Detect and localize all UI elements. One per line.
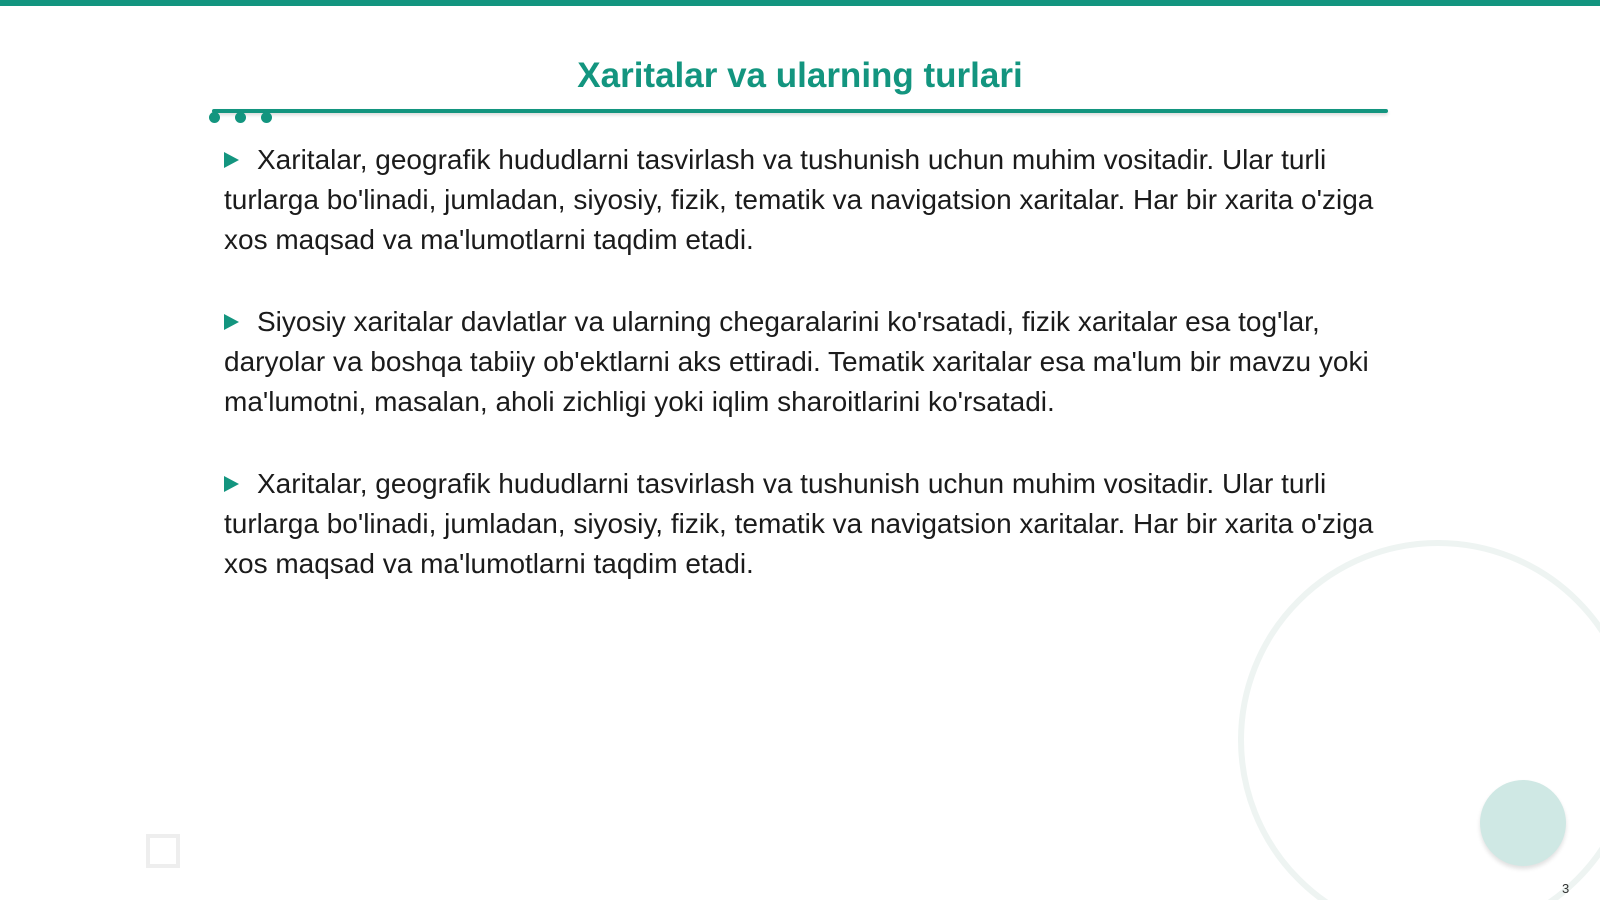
bullet-list — [224, 140, 1379, 626]
bullet-paragraph — [224, 140, 1379, 260]
bullet-paragraph — [224, 464, 1379, 584]
decor-square — [146, 834, 180, 868]
decor-dot — [235, 112, 246, 123]
triangle-bullet-icon — [224, 152, 239, 168]
triangle-bullet-icon — [224, 314, 239, 330]
page-number: 3 — [1562, 881, 1570, 896]
bullet-paragraph — [224, 302, 1379, 422]
decor-circle — [1480, 780, 1566, 866]
slide-title: Xaritalar va ularning turlari — [577, 56, 1023, 95]
decor-dot — [209, 112, 220, 123]
bullet-text: Siyosiy xaritalar davlatlar va ularning chegaralarini ko'rsatadi, fizik xaritalar esa tog'lar, daryolar va boshqa tabiiy ob'ektlarni aks ettiradi. Tematik xaritalar esa ma'lum bir mavzu yoki ma'lumotni, masalan, aholi zichligi yoki iqlim sharoitlarini ko'rsatadi. — [224, 306, 1369, 417]
title-underline — [212, 109, 1388, 113]
top-accent-bar — [0, 0, 1600, 6]
decor-dot — [261, 112, 272, 123]
bullet-text: Xaritalar, geografik hududlarni tasvirlash va tushunish uchun muhim vositadir. Ular turli turlarga bo'linadi, jumladan, siyosiy, fizik, tematik va navigatsion xaritalar. Har bir xarita o'ziga xos maqsad va ma'lumotlarni taqdim etadi. — [224, 468, 1374, 579]
bullet-text: Xaritalar, geografik hududlarni tasvirlash va tushunish uchun muhim vositadir. Ular turli turlarga bo'linadi, jumladan, siyosiy, fizik, tematik va navigatsion xaritalar. Har bir xarita o'ziga xos maqsad va ma'lumotlarni taqdim etadi. — [224, 144, 1374, 255]
triangle-bullet-icon — [224, 476, 239, 492]
